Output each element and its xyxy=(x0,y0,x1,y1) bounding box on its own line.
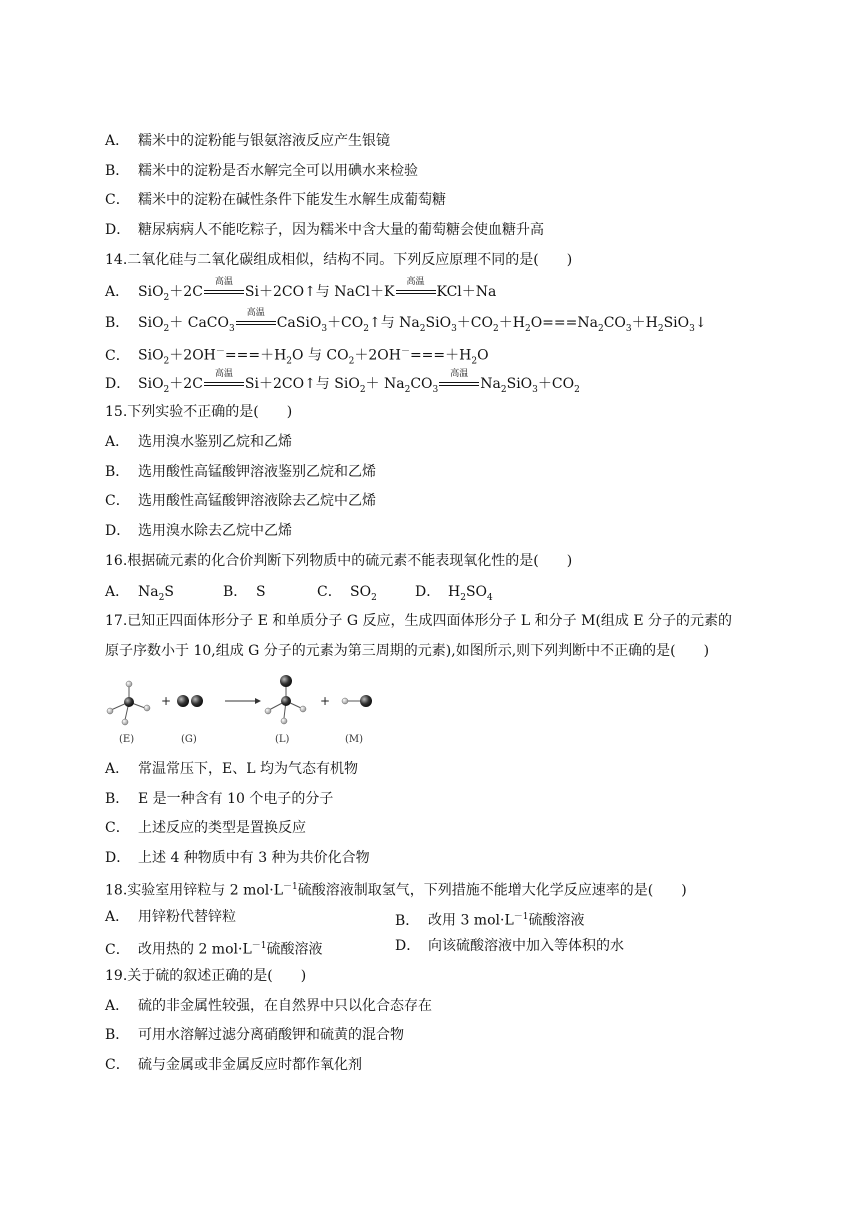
q17-stem-line1: 17.已知正四面体形分子 E 和单质分子 G 反应，生成四面体形分子 L 和分子 M(组成 E 分子的元素的 xyxy=(105,613,733,629)
q16-stem: 16.根据硫元素的化合价判断下列物质中的硫元素不能表现氧化性的是( ) xyxy=(105,553,573,569)
label-e: (E) xyxy=(119,734,135,745)
q18-options-row1 xyxy=(105,907,745,927)
q15-option-c: C． 选用酸性高锰酸钾溶液除去乙烷中乙烯 xyxy=(105,493,376,509)
q17-option-a: A． 常温常压下，E、L 均为气态有机物 xyxy=(105,761,358,777)
q14-stem: 14.二氧化硅与二氧化碳组成相似，结构不同。下列反应原理不同的是( ) xyxy=(105,252,573,268)
reaction-figure xyxy=(105,672,385,752)
q17-option-b: B． E 是一种含有 10 个电子的分子 xyxy=(105,791,334,807)
q19-option-a: A． 硫的非金属性较强，在自然界中只以化合态存在 xyxy=(105,998,432,1014)
q15-option-b: B． 选用酸性高锰酸钾溶液鉴别乙烷和乙烯 xyxy=(105,464,376,480)
q18-option-d: D． 向该硫酸溶液中加入等体积的水 xyxy=(395,938,624,954)
condition-high-temp: 高温 xyxy=(204,281,244,299)
label-g: (G) xyxy=(181,734,197,745)
q14-option-c: C． $SiO_2+2OH^-===+H_2O$ 与 $CO_2+2OH^-===+H_2O$ xyxy=(105,347,489,367)
q16-options xyxy=(105,582,765,602)
q16-option-b: B． S xyxy=(223,584,266,600)
condition-high-temp: 高温 xyxy=(204,373,244,391)
molecule-diagram xyxy=(105,672,385,752)
condition-high-temp: 高温 xyxy=(236,312,276,330)
q16-option-c: C． $SO_2$ xyxy=(317,584,377,603)
q15-option-a: A． 选用溴水鉴别乙烷和乙烯 xyxy=(105,434,292,450)
molecule-l xyxy=(265,675,306,724)
svg-text:+: + xyxy=(320,694,331,708)
label-m: (M) xyxy=(345,734,364,745)
q13-option-b: B． 糯米中的淀粉是否水解完全可以用碘水来检验 xyxy=(105,163,418,179)
condition-high-temp: 高温 xyxy=(396,281,436,299)
q18-option-c: C． 改用热的 2 $mol\cdot L^{-1}$硫酸溶液 xyxy=(105,941,323,958)
q18-stem: 18.实验室用锌粒与 2 $mol\cdot L^{-1}$硫酸溶液制取氢气，下列措施不能增大化学反应速率的是( ) xyxy=(105,882,687,899)
q14-option-a: A． SiO$_2$＋2C 高温 Si＋2CO↑与 NaCl＋K 高温 KCl＋Na xyxy=(105,277,497,303)
q19-option-b: B． 可用水溶解过滤分离硝酸钾和硫黄的混合物 xyxy=(105,1027,404,1043)
q17-option-c: C． 上述反应的类型是置换反应 xyxy=(105,820,306,836)
q19-option-c: C． 硫与金属或非金属反应时都作氧化剂 xyxy=(105,1057,362,1073)
q19-stem: 19.关于硫的叙述正确的是( ) xyxy=(105,968,307,984)
q14-option-b: B． SiO$_2$＋ CaCO$_3$ 高温 $CaSiO_3+CO_2↑$与 $Na_2SiO_3+CO_2+H_2O===Na_2CO_3+H_2SiO_3↓$ xyxy=(105,308,707,334)
svg-text:+: + xyxy=(161,694,172,708)
q13-option-a: A． 糯米中的淀粉能与银氨溶液反应产生银镜 xyxy=(105,133,390,149)
q18-option-a: A． 用锌粉代替锌粒 xyxy=(105,909,236,925)
q15-stem: 15.下列实验不正确的是( ) xyxy=(105,404,293,420)
molecule-m xyxy=(342,695,372,707)
q13-option-c: C． 糯米中的淀粉在碱性条件下能发生水解生成葡萄糖 xyxy=(105,192,446,208)
q17-stem-line2: 原子序数小于 10,组成 G 分子的元素为第三周期的元素),如图所示,则下列判断中不正确的是( ) xyxy=(105,643,710,659)
q16-option-a: A． $Na_2S$ xyxy=(105,584,174,603)
molecule-e xyxy=(107,681,150,725)
q17-option-d: D． 上述 4 种物质中有 3 种为共价化合物 xyxy=(105,850,370,866)
q16-option-d: D． $H_2SO_4$ xyxy=(415,584,493,603)
q13-option-d: D． 糖尿病病人不能吃粽子，因为糯米中含大量的葡萄糖会使血糖升高 xyxy=(105,222,544,238)
label-l: (L) xyxy=(275,734,290,745)
q18-options-row2 xyxy=(105,936,745,956)
molecule-g xyxy=(177,695,203,707)
condition-high-temp: 高温 xyxy=(439,373,479,391)
q18-option-b: B． 改用 3 $mol\cdot L^{-1}$硫酸溶液 xyxy=(395,912,585,929)
q15-option-d: D． 选用溴水除去乙烷中乙烯 xyxy=(105,523,292,539)
q14-option-d: D． SiO$_2$＋2C 高温 Si＋2CO↑与 $SiO_2+ Na_2CO_3$ 高温 $Na_2SiO_3+CO_2$ xyxy=(105,369,580,395)
